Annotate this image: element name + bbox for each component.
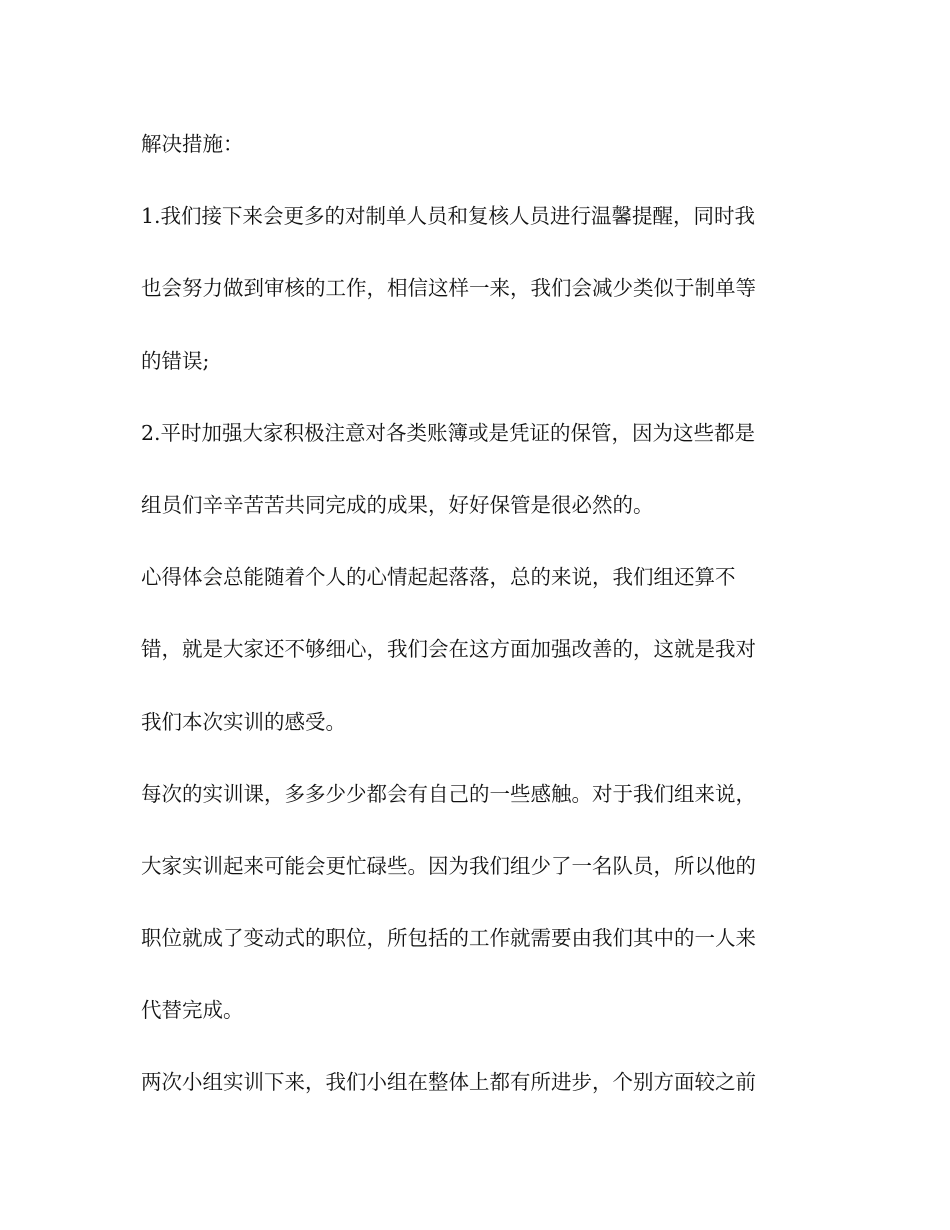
heading-solutions: 解决措施： <box>141 132 244 156</box>
text-line: 每次的实训课，多多少少都会有自己的一些感触。对于我们组来说， <box>141 781 756 806</box>
text-line: 大家实训起来可能会更忙碌些。因为我们组少了一名队员，所以他的 <box>141 853 756 878</box>
document-body <box>141 126 801 1137</box>
text-line: 的错误; <box>141 348 210 373</box>
text-line: 职位就成了变动式的职位，所包括的工作就需要由我们其中的一人来 <box>141 926 756 951</box>
text-line: 1.我们接下来会更多的对制单人员和复核人员进行温馨提醒，同时我 <box>141 204 756 229</box>
text-line: 错，就是大家还不够细心，我们会在这方面加强改善的，这就是我对 <box>141 637 756 662</box>
text-line: 也会努力做到审核的工作，相信这样一来，我们会减少类似于制单等 <box>141 276 756 301</box>
text-line: 代替完成。 <box>141 998 244 1023</box>
text-line: 组员们辛辛苦苦共同完成的成果，好好保管是很必然的。 <box>141 492 654 517</box>
text-line: 两次小组实训下来，我们小组在整体上都有所进步，个别方面较之前 <box>141 1070 756 1095</box>
text-line: 2.平时加强大家积极注意对各类账簿或是凭证的保管，因为这些都是 <box>141 420 756 445</box>
text-line: 我们本次实训的感受。 <box>141 709 346 734</box>
text-line: 心得体会总能随着个人的心情起起落落，总的来说，我们组还算不 <box>141 565 736 590</box>
